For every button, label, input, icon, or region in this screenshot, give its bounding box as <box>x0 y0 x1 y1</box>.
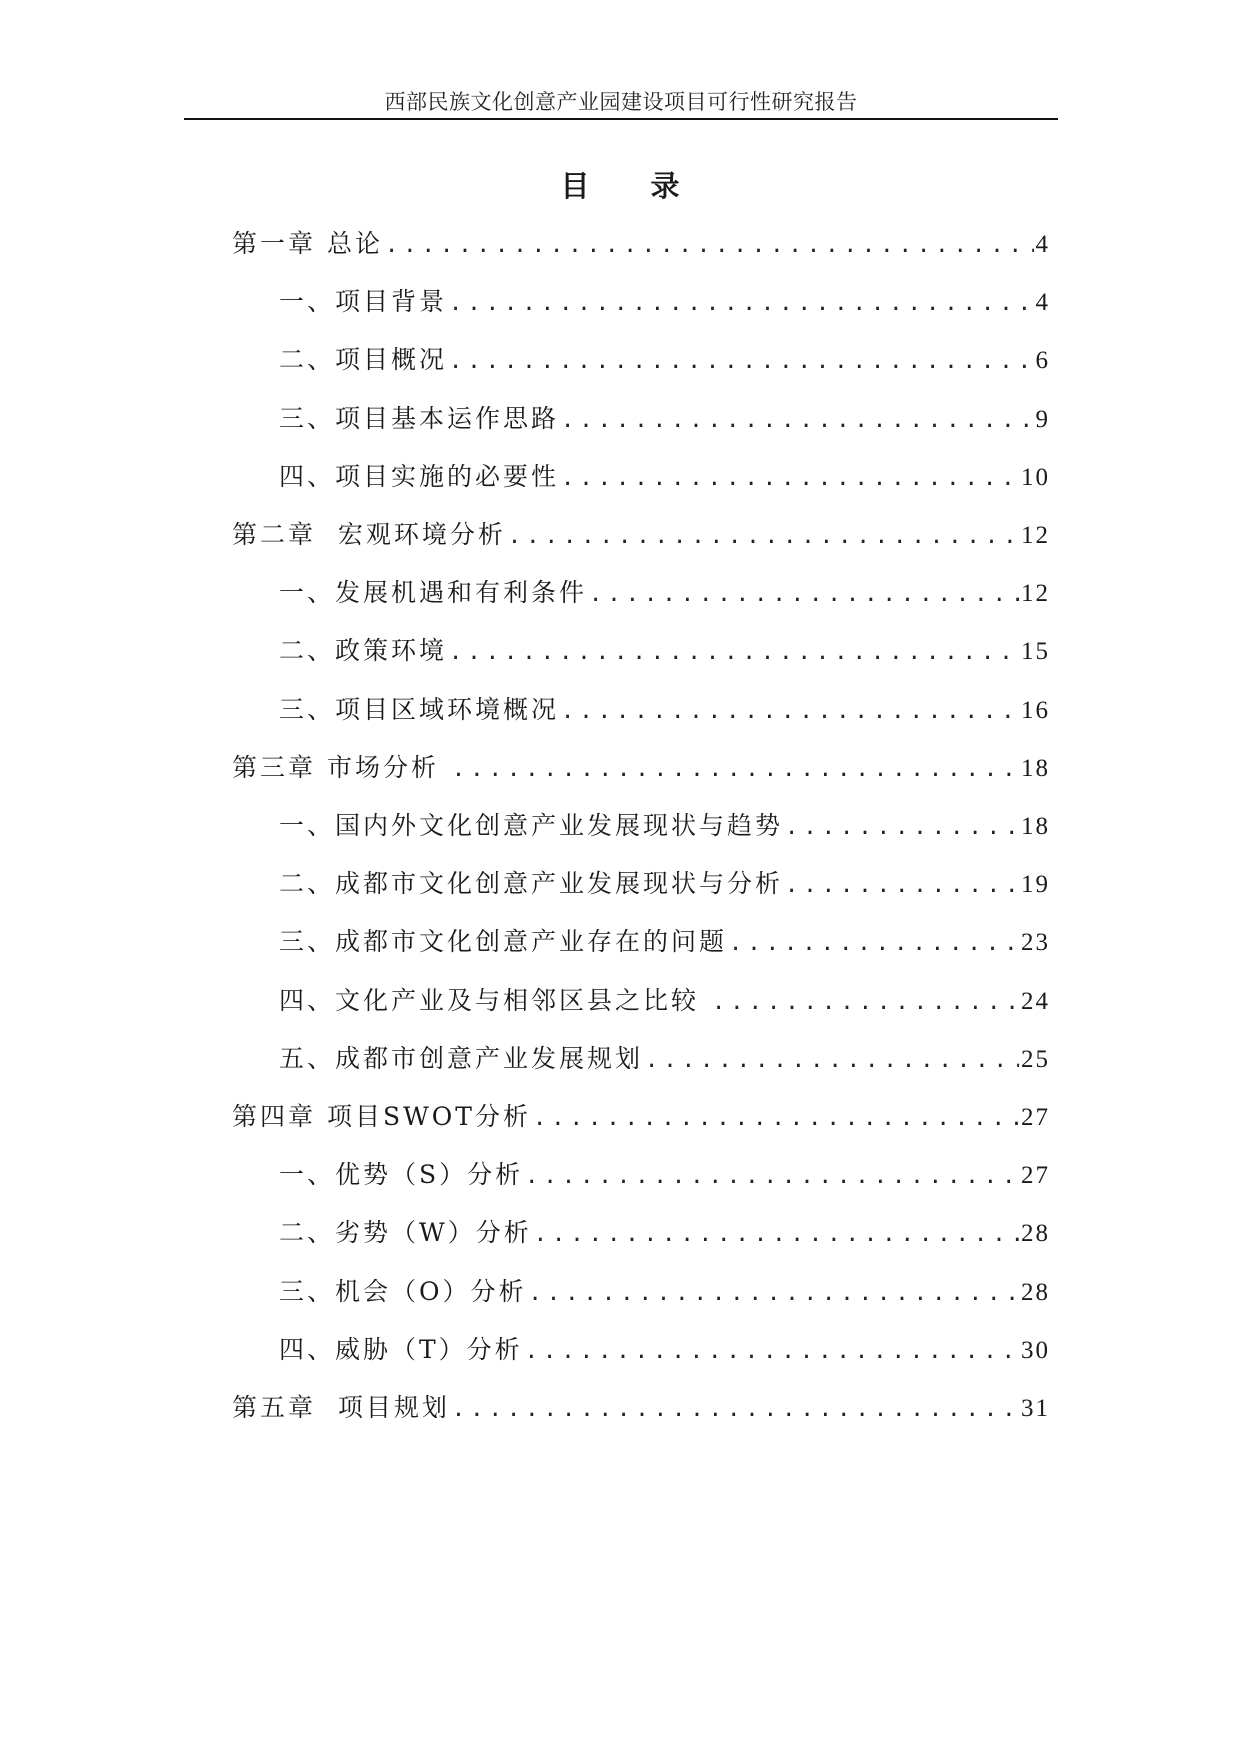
toc-entry-label: 四、项目实施的必要性 <box>279 462 560 491</box>
toc-page-number: 24 <box>1021 988 1050 1015</box>
toc-dot-leader <box>534 1222 1019 1247</box>
toc-dot-leader <box>785 873 1019 898</box>
toc-page-number: 28 <box>1021 1279 1050 1306</box>
toc-dot-leader <box>449 349 1033 374</box>
toc-section-entry[interactable] <box>232 806 1050 846</box>
toc-page-number: 4 <box>1035 231 1050 258</box>
toc-entry-label: 四、威胁（T）分析 <box>279 1335 523 1364</box>
toc-entry-label: 第二章 宏观环境分析 <box>232 520 506 549</box>
toc-dot-leader <box>385 233 1034 258</box>
toc-dot-leader <box>785 815 1019 840</box>
toc-entry-label: 三、成都市文化创意产业存在的问题 <box>279 927 728 956</box>
toc-dot-leader <box>525 1164 1019 1189</box>
toc-section-entry[interactable] <box>232 864 1050 904</box>
toc-section-entry[interactable] <box>232 282 1050 322</box>
toc-dot-leader <box>729 931 1019 956</box>
toc-dot-leader <box>529 1281 1020 1306</box>
toc-entry-label: 三、机会（O）分析 <box>279 1277 527 1306</box>
toc-chapter-entry[interactable] <box>232 224 1050 264</box>
page-header-title: 西部民族文化创意产业园建设项目可行性研究报告 <box>384 90 858 114</box>
toc-page-number: 28 <box>1021 1220 1050 1247</box>
toc-dot-leader <box>525 1339 1019 1364</box>
toc-entry-label: 二、劣势（W）分析 <box>279 1218 532 1247</box>
toc-page-number: 6 <box>1035 347 1050 374</box>
toc-page-number: 18 <box>1021 755 1050 782</box>
toc-dot-leader <box>561 408 1033 433</box>
toc-dot-leader <box>645 1048 1019 1073</box>
toc-section-entry[interactable] <box>232 1330 1050 1370</box>
toc-dot-leader <box>452 757 1019 782</box>
toc-title <box>0 164 1241 205</box>
toc-section-entry[interactable] <box>232 922 1050 962</box>
toc-page-number: 9 <box>1035 406 1050 433</box>
toc-entry-label: 五、成都市创意产业发展规划 <box>279 1044 644 1073</box>
toc-dot-leader <box>533 1106 1019 1131</box>
toc-section-entry[interactable] <box>232 1155 1050 1195</box>
toc-section-entry[interactable] <box>232 340 1050 380</box>
toc-chapter-entry[interactable] <box>232 748 1050 788</box>
toc-section-entry[interactable] <box>232 1272 1050 1312</box>
toc-page-number: 23 <box>1021 929 1050 956</box>
toc-dot-leader <box>449 640 1019 665</box>
toc-page-number: 18 <box>1021 813 1050 840</box>
toc-page-number: 30 <box>1021 1337 1050 1364</box>
toc-dot-leader <box>508 524 1019 549</box>
toc-chapter-entry[interactable] <box>232 1388 1050 1428</box>
toc-page-number: 10 <box>1021 464 1050 491</box>
toc-chapter-entry[interactable] <box>232 1097 1050 1137</box>
toc-entry-label: 二、政策环境 <box>279 636 448 665</box>
toc-title-left: 目 <box>560 169 591 203</box>
toc-entry-label: 第四章 项目SWOT分析 <box>232 1102 531 1131</box>
toc-page-number: 16 <box>1021 697 1050 724</box>
toc-entry-label: 第一章 总论 <box>232 229 383 258</box>
toc-dot-leader <box>712 990 1019 1015</box>
toc-entry-label: 第三章 市场分析 <box>232 753 450 782</box>
toc-entry-label: 四、文化产业及与相邻区县之比较 <box>279 986 710 1015</box>
toc-entry-label: 二、成都市文化创意产业发展现状与分析 <box>279 869 784 898</box>
toc-page-number: 27 <box>1021 1104 1050 1131</box>
toc-page-number: 15 <box>1021 638 1050 665</box>
toc-dot-leader <box>561 699 1019 724</box>
toc-section-entry[interactable] <box>232 573 1050 613</box>
toc-entry-label: 一、项目背景 <box>279 287 448 316</box>
toc-entry-label: 一、优势（S）分析 <box>279 1160 524 1189</box>
toc-entry-label: 二、项目概况 <box>279 345 448 374</box>
toc-section-entry[interactable] <box>232 457 1050 497</box>
toc-page-number: 12 <box>1021 522 1050 549</box>
toc-section-entry[interactable] <box>232 1039 1050 1079</box>
toc-section-entry[interactable] <box>232 631 1050 671</box>
toc-page-number: 25 <box>1021 1046 1050 1073</box>
toc-entry-label: 一、国内外文化创意产业发展现状与趋势 <box>279 811 784 840</box>
toc-chapter-entry[interactable] <box>232 515 1050 555</box>
toc-dot-leader <box>589 582 1019 607</box>
toc-page-number: 12 <box>1021 580 1050 607</box>
toc-dot-leader <box>452 1397 1019 1422</box>
toc-title-right: 录 <box>650 169 681 203</box>
toc-entry-label: 三、项目区域环境概况 <box>279 695 560 724</box>
toc-page-number: 19 <box>1021 871 1050 898</box>
toc-entry-label: 一、发展机遇和有利条件 <box>279 578 588 607</box>
toc-entry-label: 第五章 项目规划 <box>232 1393 450 1422</box>
toc-section-entry[interactable] <box>232 981 1050 1021</box>
toc-section-entry[interactable] <box>232 1213 1050 1253</box>
toc-entry-label: 三、项目基本运作思路 <box>279 404 560 433</box>
toc-page-number: 4 <box>1035 289 1050 316</box>
toc-dot-leader <box>561 466 1019 491</box>
toc-page-number: 31 <box>1021 1395 1050 1422</box>
header-divider <box>184 118 1058 120</box>
toc-section-entry[interactable] <box>232 690 1050 730</box>
toc-dot-leader <box>449 291 1033 316</box>
toc-section-entry[interactable] <box>232 399 1050 439</box>
toc-page-number: 27 <box>1021 1162 1050 1189</box>
